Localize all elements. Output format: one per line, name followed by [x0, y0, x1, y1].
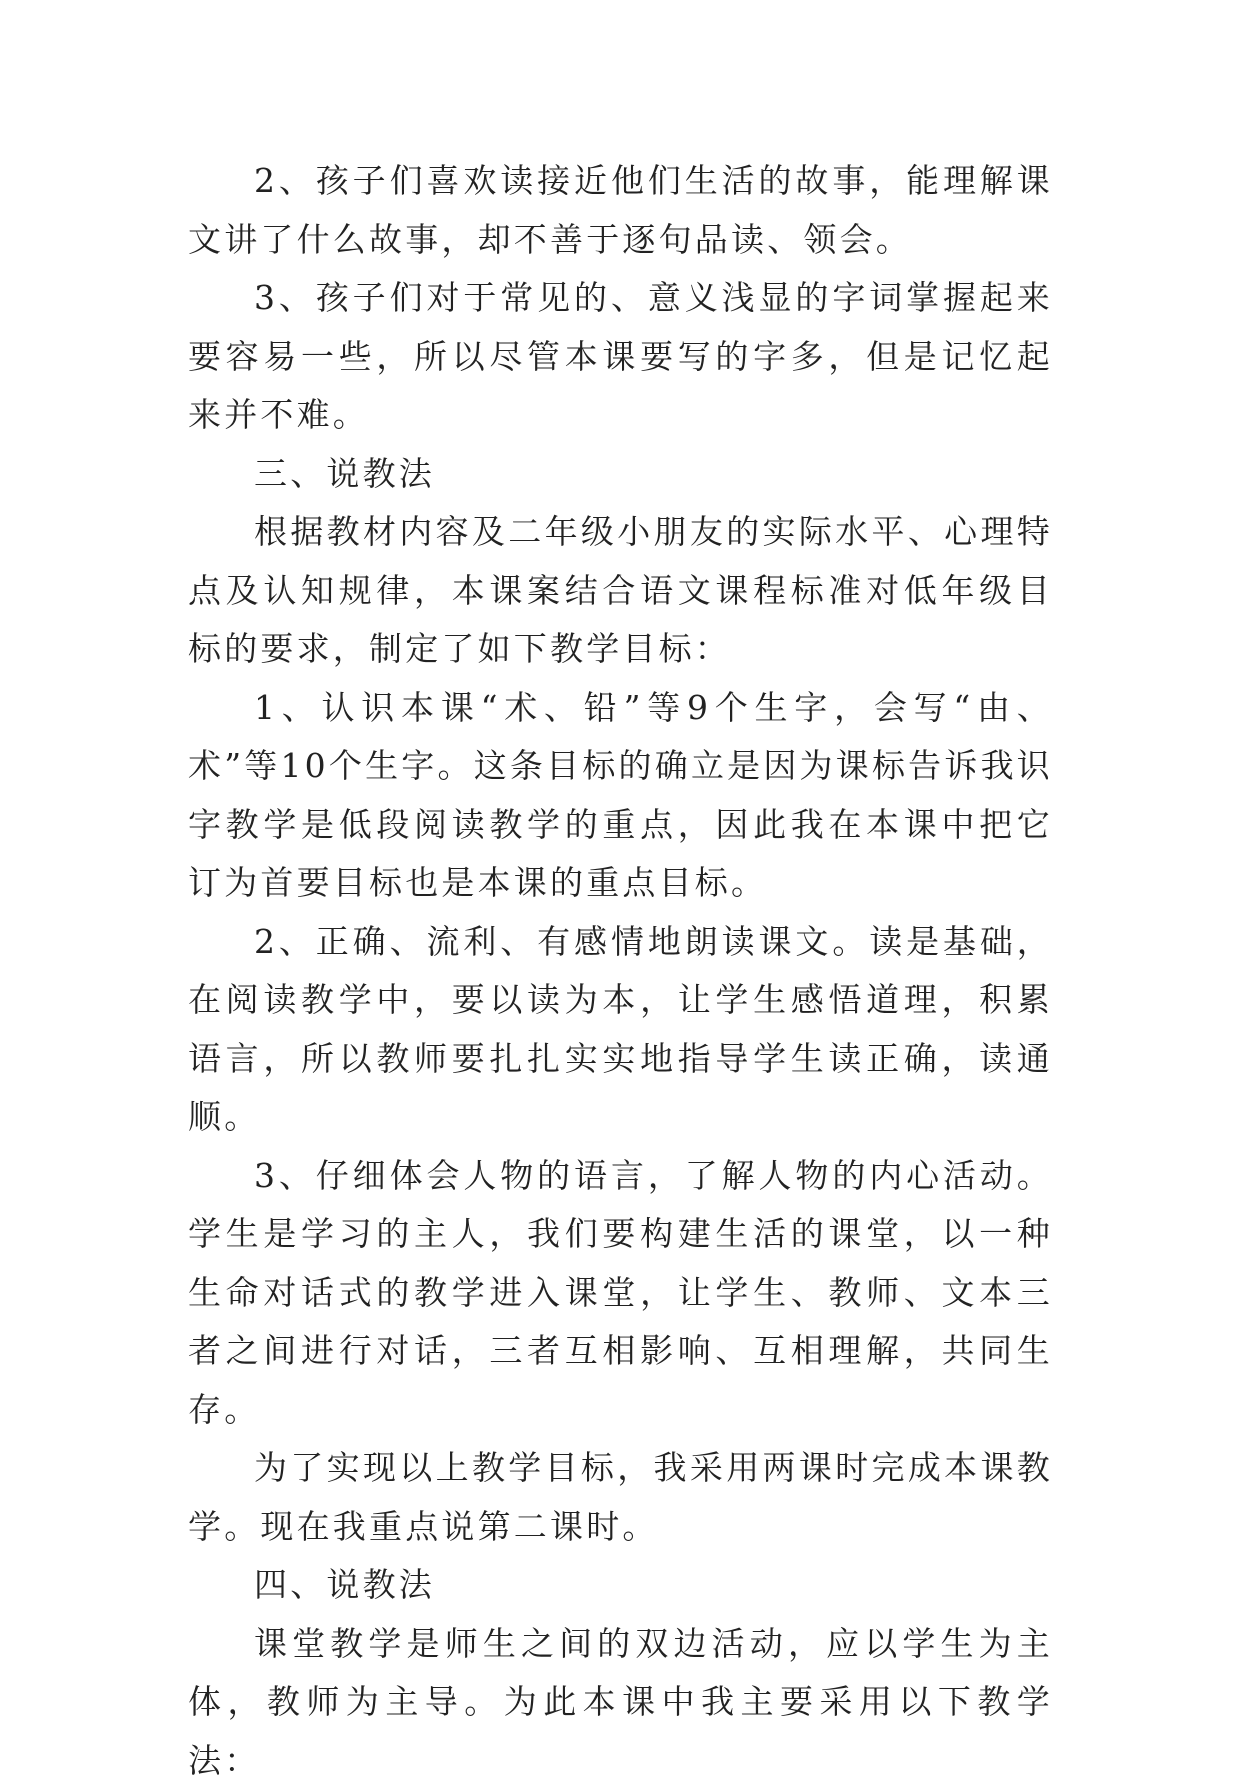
- section-heading: 四、说教法: [188, 1556, 1053, 1615]
- paragraph: 根据教材内容及二年级小朋友的实际水平、心理特点及认知规律，本课案结合语文课程标准对低年级目标的要求，制定了如下教学目标：: [188, 503, 1053, 679]
- paragraph: 3、孩子们对于常见的、意义浅显的字词掌握起来要容易一些，所以尽管本课要写的字多，但是记忆起来并不难。: [188, 269, 1053, 445]
- paragraph: 3、仔细体会人物的语言，了解人物的内心活动。学生是学习的主人，我们要构建生活的课堂，以一种生命对话式的教学进入课堂，让学生、教师、文本三者之间进行对话，三者互相影响、互相理解，共同生存。: [188, 1147, 1053, 1440]
- section-heading: 三、说教法: [188, 445, 1053, 504]
- paragraph: 2、孩子们喜欢读接近他们生活的故事，能理解课文讲了什么故事，却不善于逐句品读、领会。: [188, 152, 1053, 269]
- document-page: [188, 152, 1053, 1790]
- paragraph: 课堂教学是师生之间的双边活动，应以学生为主体，教师为主导。为此本课中我主要采用以下教学法：: [188, 1615, 1053, 1790]
- paragraph: 2、正确、流利、有感情地朗读课文。读是基础，在阅读教学中，要以读为本，让学生感悟道理，积累语言，所以教师要扎扎实实地指导学生读正确，读通顺。: [188, 913, 1053, 1147]
- paragraph: 1、认识本课“术、铅”等9个生字，会写“由、术”等10个生字。这条目标的确立是因为课标告诉我识字教学是低段阅读教学的重点，因此我在本课中把它订为首要目标也是本课的重点目标。: [188, 679, 1053, 913]
- paragraph: 为了实现以上教学目标，我采用两课时完成本课教学。现在我重点说第二课时。: [188, 1439, 1053, 1556]
